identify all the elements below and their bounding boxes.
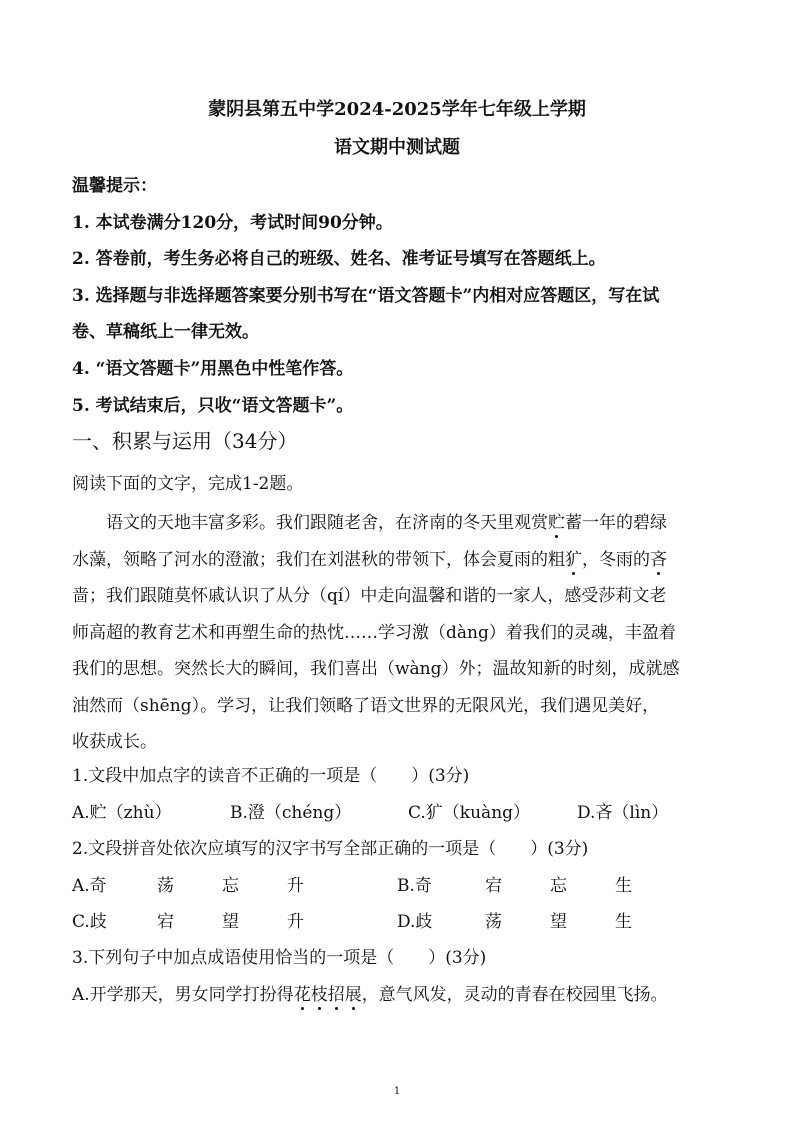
notice-item-3: 3. 选择题与非选择题答案要分别书写在“语文答题卡”内相对应答题区，写在试 xyxy=(72,286,660,306)
passage-text: ，冬雨的 xyxy=(582,550,650,570)
notice-item-3-cont: 卷、草稿纸上一律无效。 xyxy=(72,322,259,342)
question-2-option-c-char2: 宕 xyxy=(157,912,174,932)
notice-item-4: 4. “语文答题卡”用黑色中性笔作答。 xyxy=(72,359,354,379)
question-1-stem: 1.文段中加点字的读音不正确的一项是（ ）(3分) xyxy=(72,766,470,786)
section-heading: 一、积累与运用（34分） xyxy=(72,429,298,453)
question-2-option-b-char3: 忘 xyxy=(550,876,567,896)
question-2-option-a-char3: 忘 xyxy=(222,876,239,896)
passage-intro: 阅读下面的文字，完成1-2题。 xyxy=(72,474,304,494)
question-2-option-a-char2: 荡 xyxy=(157,876,174,896)
passage-line-1 xyxy=(106,512,667,534)
passage-line-6: 油然而（shēng）。学习，让我们领略了语文世界的无限风光，我们遇见美好， xyxy=(72,696,660,716)
question-2-option-a-label: A.奇 xyxy=(72,876,107,896)
question-2-option-c-char3: 望 xyxy=(222,912,239,932)
question-2-option-d-label: D.歧 xyxy=(397,912,433,932)
question-2-option-d-char3: 望 xyxy=(550,912,567,932)
question-3-stem: 3.下列句子中加点成语使用恰当的一项是（ ）(3分) xyxy=(72,948,487,968)
question-2-option-b-char2: 宕 xyxy=(485,876,502,896)
passage-line-2 xyxy=(72,549,667,571)
question-1-option-d: D.吝（lìn） xyxy=(577,803,669,823)
dotted-char: 吝 xyxy=(650,550,667,570)
dotted-char: 枝 xyxy=(310,985,328,1005)
exam-title-line2: 语文期中测试题 xyxy=(334,137,460,158)
question-2-option-a-char4: 升 xyxy=(287,876,304,896)
notice-heading: 温馨提示： xyxy=(72,176,157,196)
passage-line-7: 收获成长。 xyxy=(72,732,157,752)
question-1-option-b: B.澄（chéng） xyxy=(230,803,352,823)
passage-line-3: 啬；我们跟随莫怀戚认识了从分（qí）中走向温馨和谐的一家人，感受莎莉文老 xyxy=(72,586,667,606)
passage-text: 蓄一年的碧绿 xyxy=(565,513,667,533)
dotted-char: 招 xyxy=(327,985,345,1005)
option-text: ，意气风发，灵动的青春在校园里飞扬。 xyxy=(361,985,668,1005)
question-2-option-c-char4: 升 xyxy=(287,912,304,932)
dotted-char: 展 xyxy=(344,985,362,1005)
question-2-option-b-char4: 生 xyxy=(615,876,632,896)
option-text: A.开学那天，男女同学打扮得 xyxy=(72,985,294,1005)
question-2-stem: 2.文段拼音处依次应填写的汉字书写全部正确的一项是（ ）(3分) xyxy=(72,839,589,859)
passage-line-4: 师高超的教育艺术和再塑生命的热忱……学习激（dàng）着我们的灵魂，丰盈着 xyxy=(72,623,676,643)
dotted-char: 花 xyxy=(293,985,311,1005)
question-3-option-a xyxy=(72,984,668,1006)
passage-line-5: 我们的思想。突然长大的瞬间，我们喜出（wàng）外；温故知新的时刻，成就感 xyxy=(72,659,680,679)
question-2-option-d-char4: 生 xyxy=(615,912,632,932)
notice-item-2: 2. 答卷前，考生务必将自己的班级、姓名、准考证号填写在答题纸上。 xyxy=(72,249,606,269)
dotted-char: 贮 xyxy=(548,513,565,533)
question-1-option-a: A.贮（zhù） xyxy=(72,803,172,823)
page-number: 1 xyxy=(393,1086,401,1097)
question-1-option-c: C.犷（kuàng） xyxy=(408,803,531,823)
notice-item-5: 5. 考试结束后，只收“语文答题卡”。 xyxy=(72,396,354,416)
notice-item-1: 1. 本试卷满分120分，考试时间90分钟。 xyxy=(72,213,393,233)
question-2-option-d-char2: 荡 xyxy=(485,912,502,932)
exam-title-line1: 蒙阴县第五中学2024-2025学年七年级上学期 xyxy=(208,99,586,120)
question-2-option-b-label: B.奇 xyxy=(397,876,432,896)
dotted-idiom xyxy=(294,985,362,1005)
passage-text: 语文的天地丰富多彩。我们跟随老舍，在济南的冬天里观赏 xyxy=(106,513,548,533)
passage-text: 水藻，领略了河水的澄澈；我们在刘湛秋的带领下，体会夏雨的粗 xyxy=(72,550,565,570)
dotted-char: 犷 xyxy=(565,550,582,570)
question-2-option-c-label: C.歧 xyxy=(72,912,107,932)
